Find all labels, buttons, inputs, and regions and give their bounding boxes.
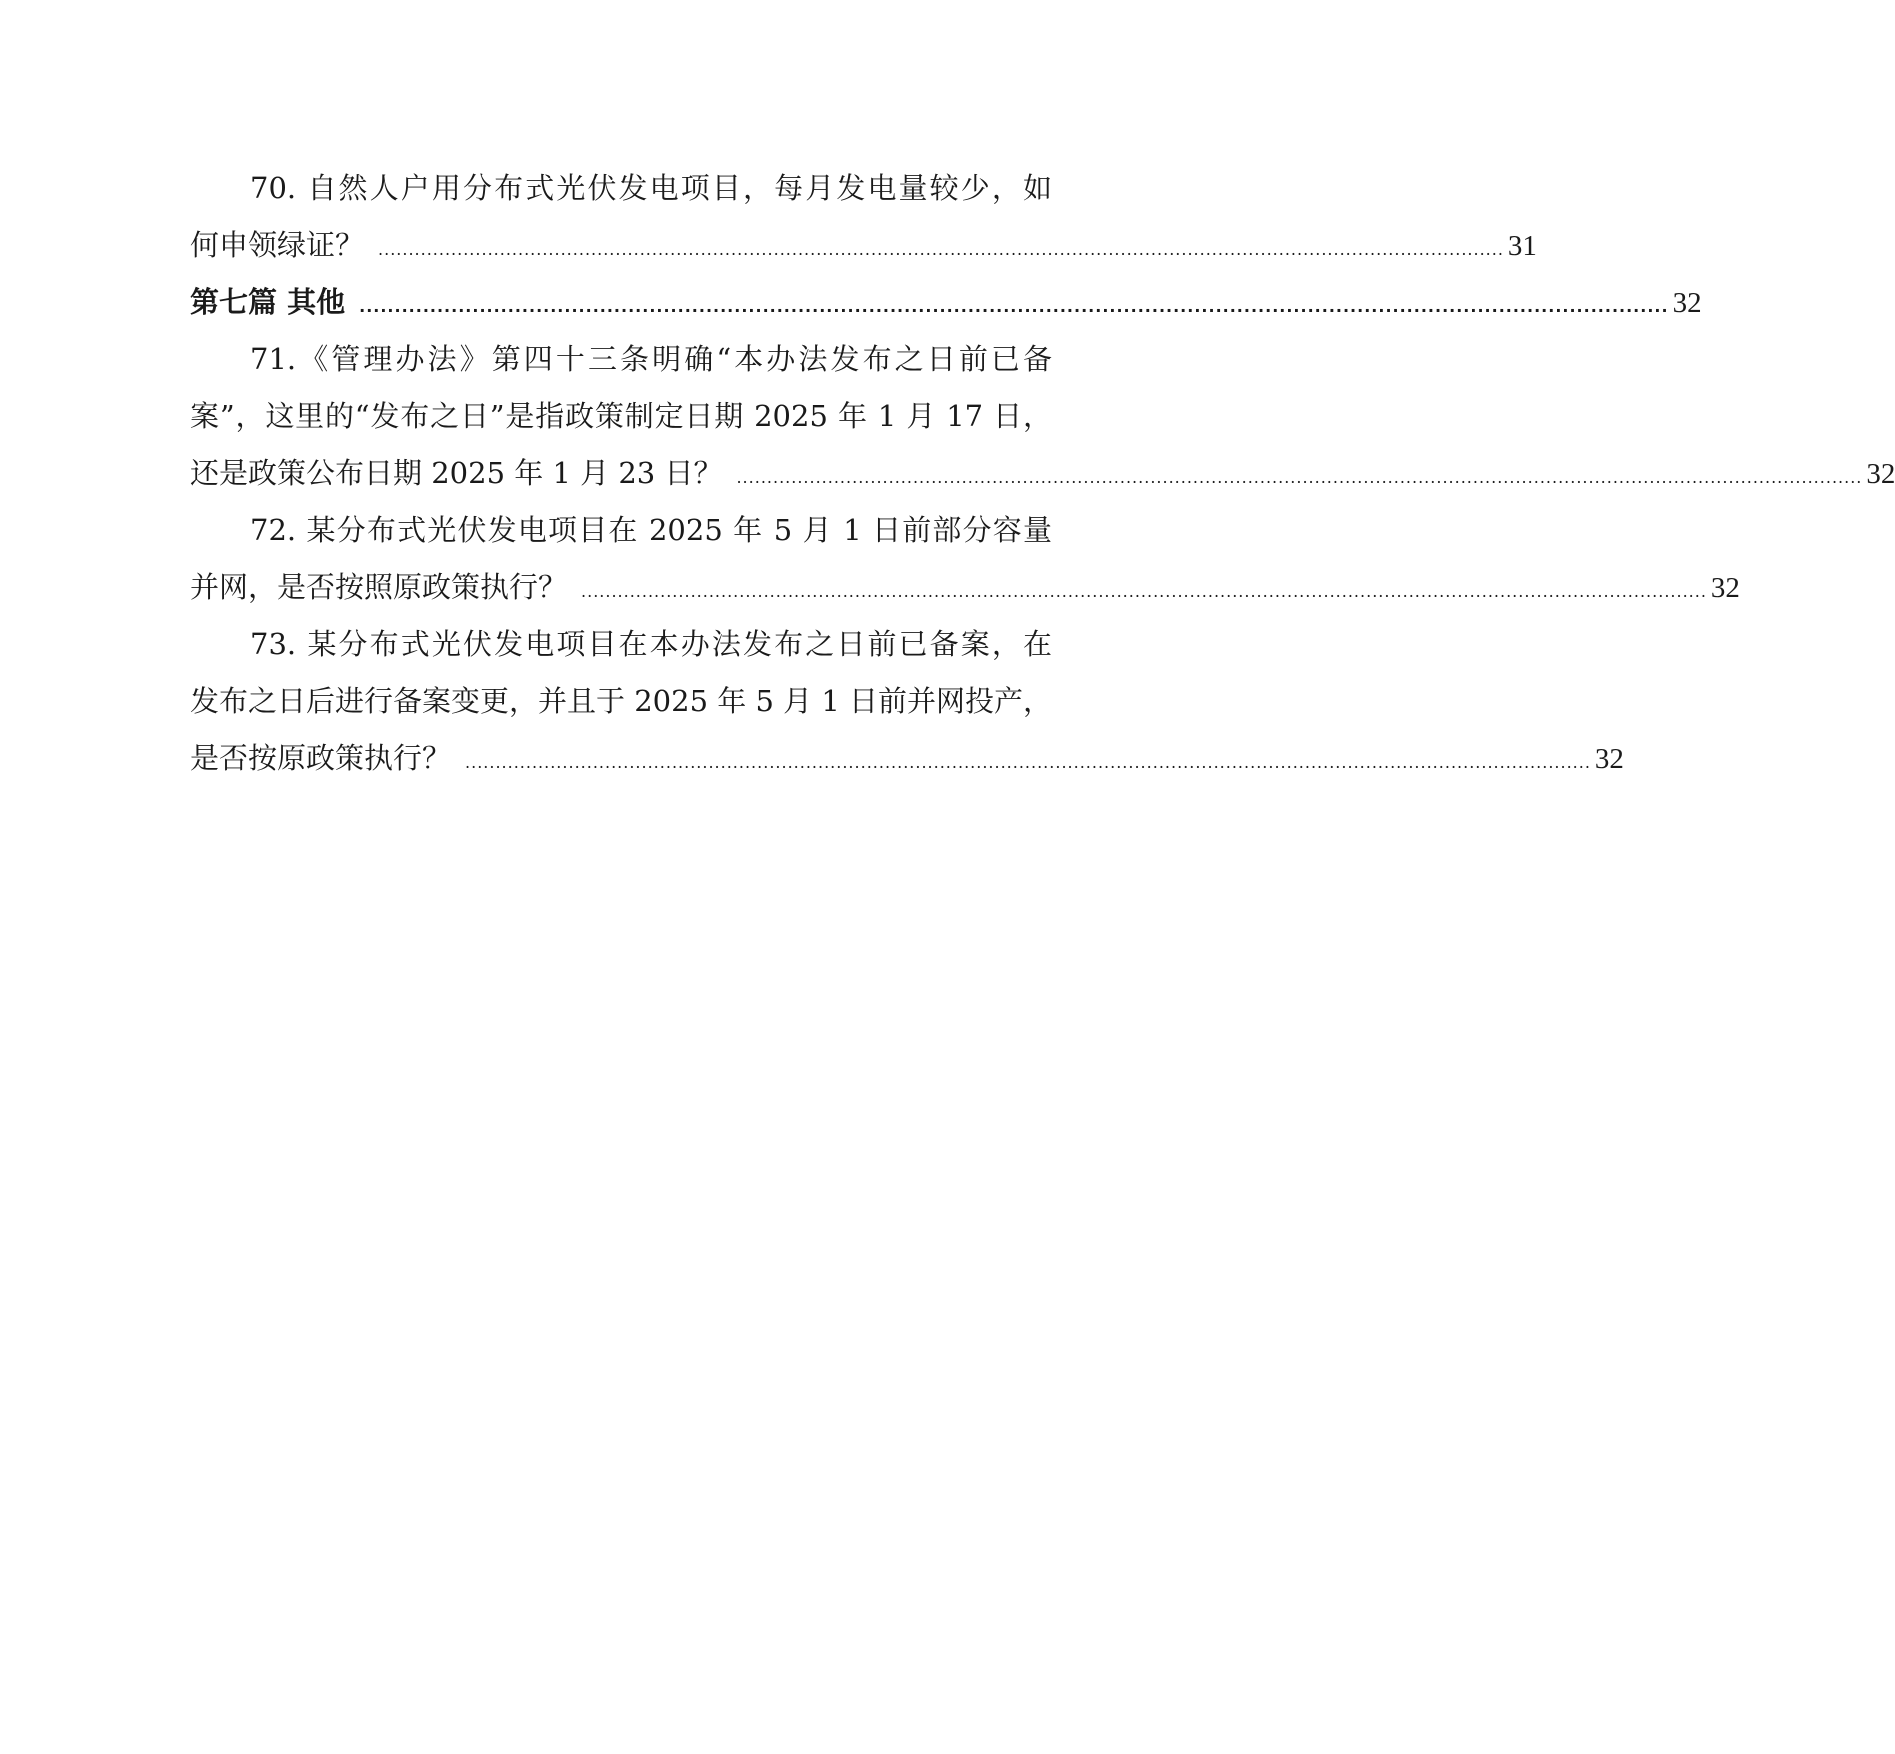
dot-leader: ......................................................................................................................................................................................... [359, 297, 1669, 316]
toc-section-heading[interactable] [190, 274, 1702, 331]
toc-entry-73-line-1 [190, 616, 1052, 673]
toc-entry-73-text: 73. 某分布式光伏发电项目在本办法发布之日前已备案，在 [250, 627, 1052, 661]
dot-leader: ......................................................................................................................................................................................... [736, 468, 1863, 487]
toc-entry-70-line-1 [190, 160, 1052, 217]
toc-entry-70-text: 70. 自然人户用分布式光伏发电项目，每月发电量较少，如 [250, 171, 1052, 205]
toc-entry-72-page: 32 [1710, 572, 1740, 604]
dot-leader: ......................................................................................................................................................................................... [581, 582, 1707, 601]
toc-entry-72-line-2[interactable] [190, 559, 1740, 616]
toc-entry-71-text-middle: 案”，这里的“发布之日”是指政策制定日期 2025 年 1 月 17 日， [190, 399, 1052, 433]
section-title: 第七篇 其他 [190, 285, 346, 319]
dot-leader: ......................................................................................................................................................................................... [378, 240, 1504, 259]
toc-entry-72-line-1 [190, 502, 1052, 559]
toc-entry-70-text-end: 何申领绿证？ [190, 228, 365, 262]
toc-entry-72-text: 72. 某分布式光伏发电项目在 2025 年 5 月 1 日前部分容量 [250, 513, 1052, 547]
section-page: 32 [1672, 287, 1702, 319]
toc-entry-71-text-end: 还是政策公布日期 2025 年 1 月 23 日？ [190, 456, 723, 490]
toc-entry-71-line-3[interactable] [190, 445, 1895, 502]
toc-entry-70-line-2[interactable] [190, 217, 1537, 274]
toc-entry-71-text: 71.《管理办法》第四十三条明确“本办法发布之日前已备 [250, 342, 1052, 376]
toc-entry-73-text-end: 是否按原政策执行？ [190, 741, 452, 775]
toc-entry-72-text-end: 并网，是否按照原政策执行？ [190, 570, 568, 604]
toc-entry-73-line-2 [190, 673, 1052, 730]
toc-entry-71-page: 32 [1866, 458, 1895, 490]
table-of-contents [190, 160, 1895, 787]
toc-entry-73-line-3[interactable] [190, 730, 1624, 787]
toc-entry-73-text-middle: 发布之日后进行备案变更，并且于 2025 年 5 月 1 日前并网投产， [190, 684, 1053, 718]
toc-entry-70-page: 31 [1507, 230, 1537, 262]
toc-entry-73-page: 32 [1594, 743, 1624, 775]
dot-leader: ......................................................................................................................................................................................... [465, 753, 1591, 772]
toc-entry-71-line-1 [190, 331, 1052, 388]
toc-entry-71-line-2 [190, 388, 1052, 445]
